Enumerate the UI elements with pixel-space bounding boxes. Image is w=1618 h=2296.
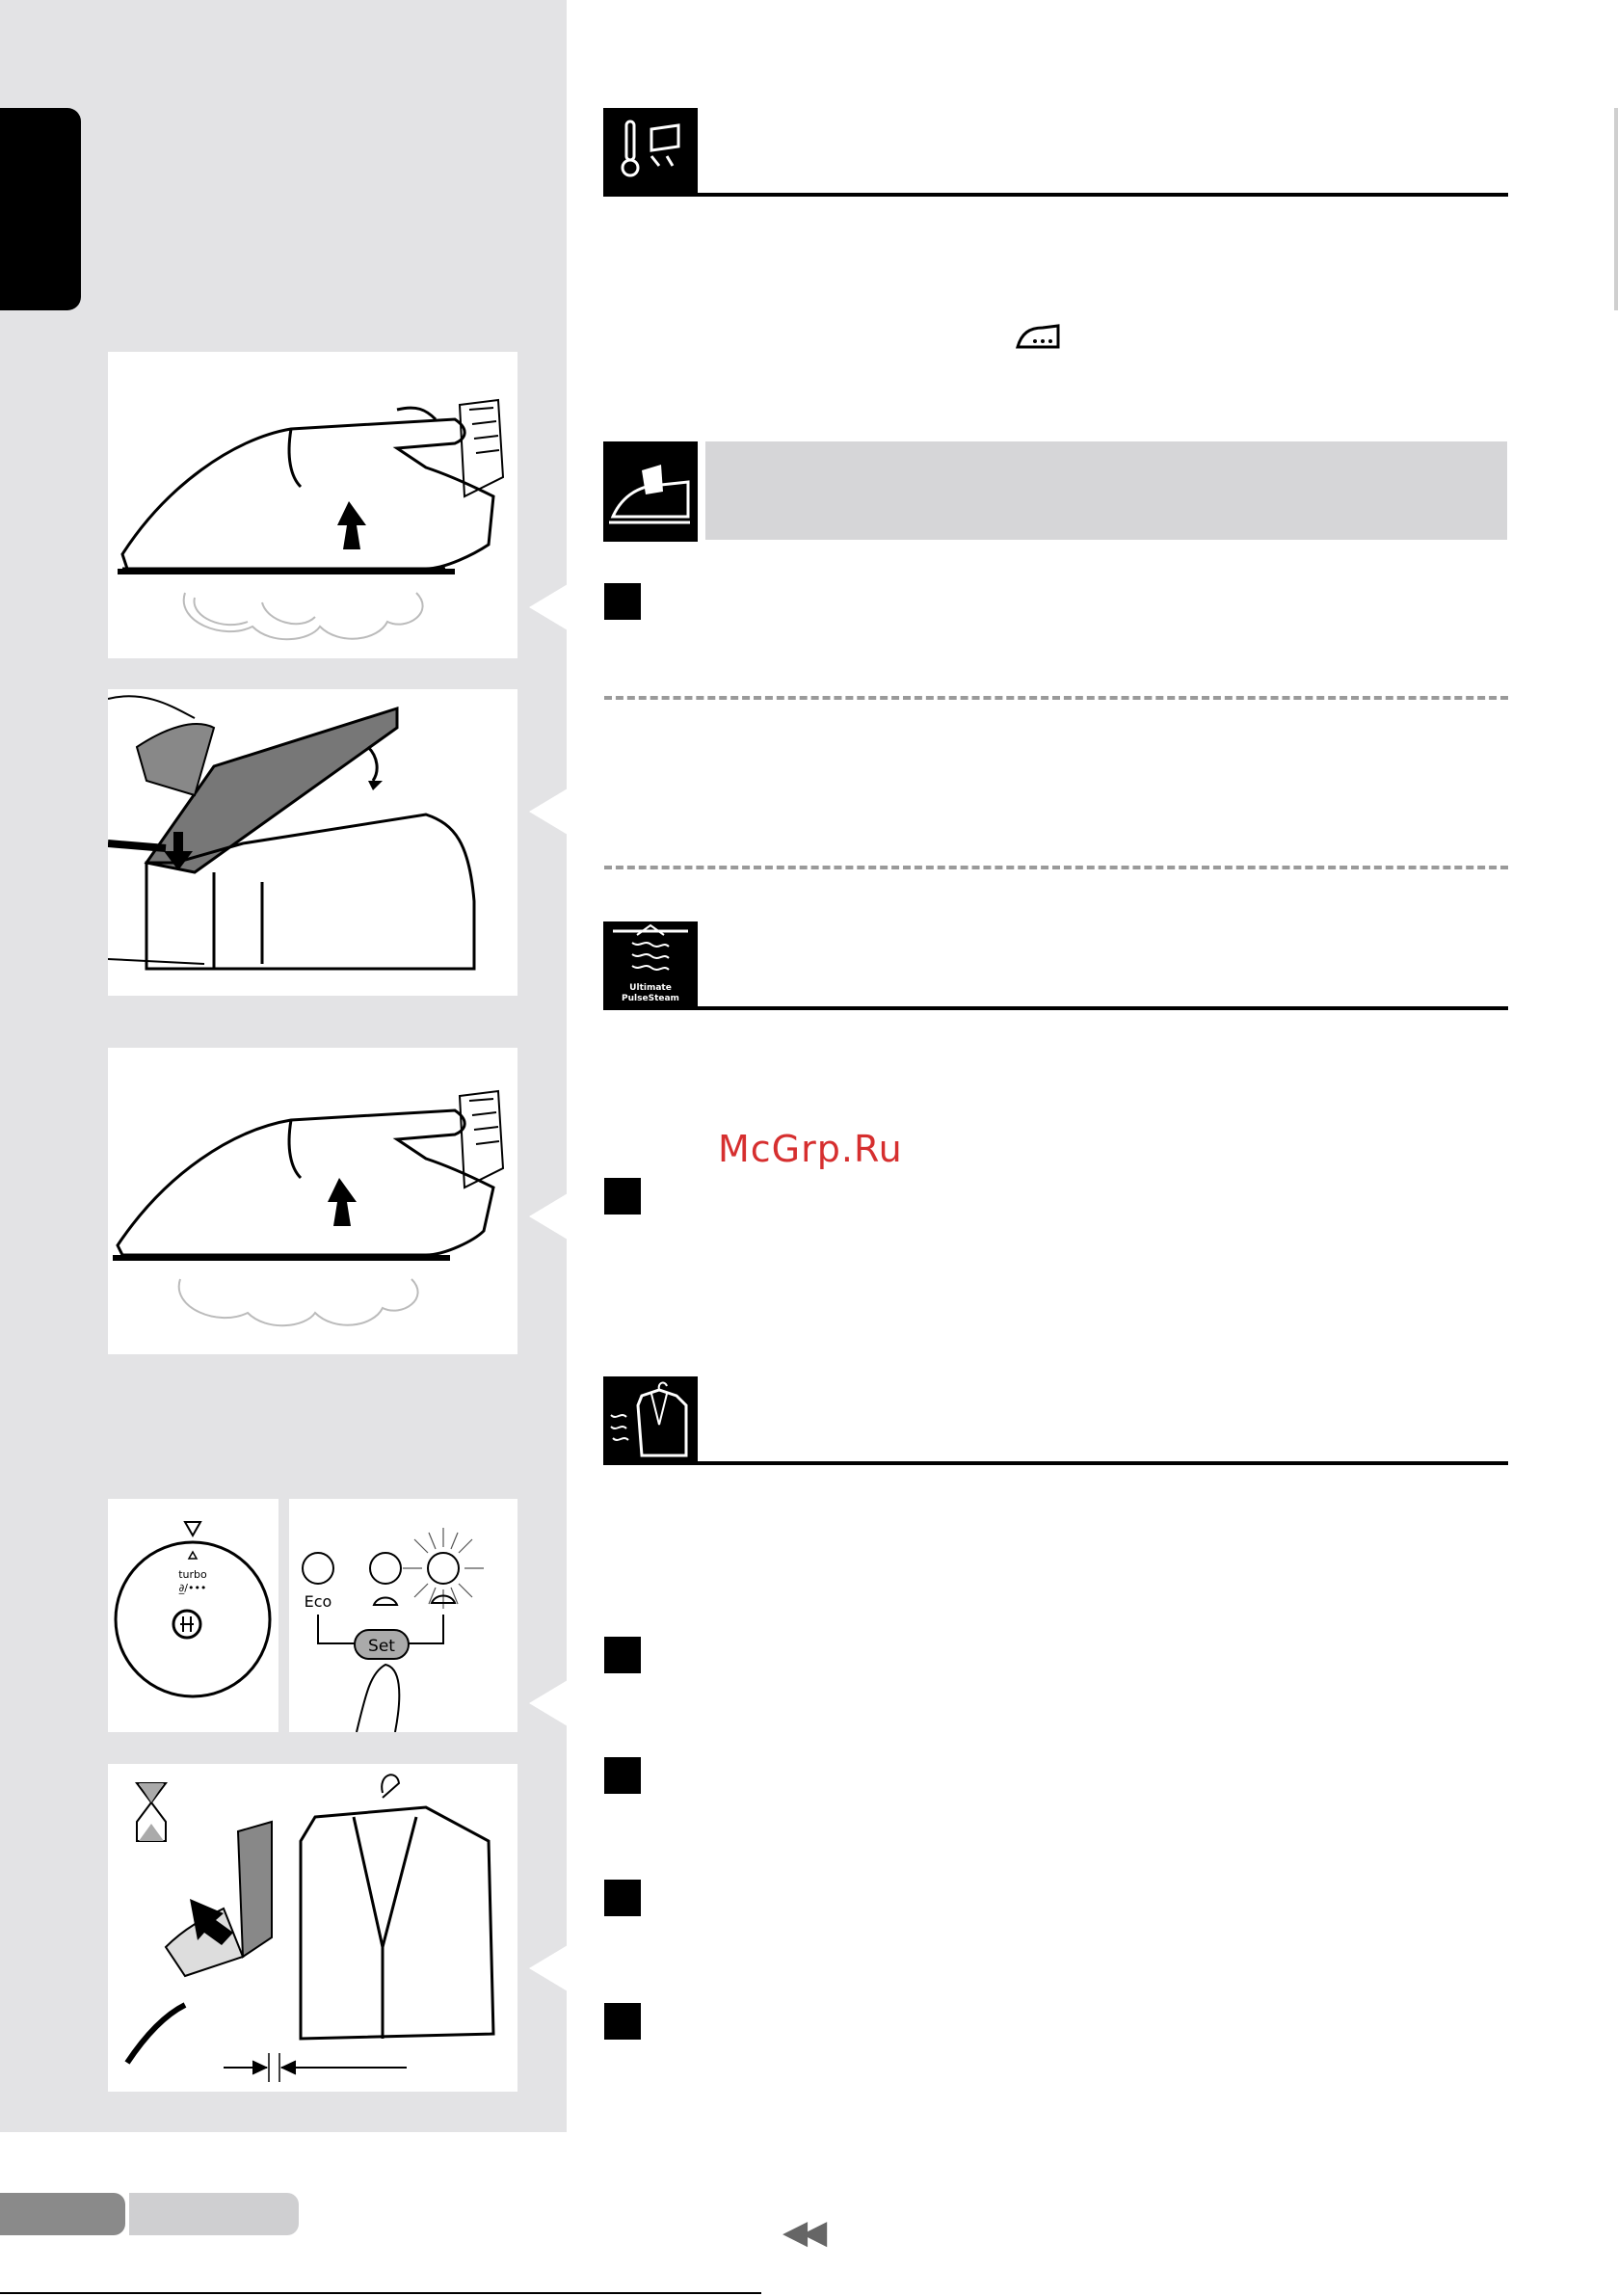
language-tab [0, 108, 81, 310]
edge-mark [1614, 108, 1618, 310]
back-arrows-icon[interactable]: ◀◀ [782, 2213, 822, 2252]
watermark: McGrp.Ru [718, 1128, 903, 1170]
step-marker [604, 1757, 641, 1794]
panel-pointer [529, 788, 568, 835]
temperature-steam-icon [603, 108, 698, 195]
dashed-divider [604, 696, 1508, 700]
step-marker [604, 1880, 641, 1916]
step-marker [604, 2003, 641, 2040]
step-marker [604, 1178, 641, 1215]
panel-pointer [529, 1680, 568, 1726]
knob-label-turbo: turbo [178, 1568, 207, 1581]
manual-steam-icon [603, 441, 698, 542]
figure-control-knob [108, 1499, 279, 1732]
panel-pointer [529, 1945, 568, 1991]
section-rule [603, 193, 1508, 197]
section-rule [603, 1461, 1508, 1465]
eco-label: Eco [304, 1592, 332, 1611]
vertical-steam-icon [603, 1376, 698, 1463]
pulse-caption-1: Ultimate [629, 983, 672, 993]
knob-label-steam: ∂̲/••• [178, 1582, 207, 1594]
figure-iron-base-station [108, 689, 517, 996]
section-header-bar [705, 441, 1507, 540]
step-marker [604, 583, 641, 620]
pulse-steam-icon [603, 921, 698, 1008]
figure-vertical-steam-jacket [108, 1764, 517, 2092]
panel-pointer [529, 584, 568, 630]
pulse-caption-2: PulseSteam [622, 994, 679, 1003]
figure-iron-pulse-steam [108, 1048, 517, 1354]
iron-dots-icon [1014, 322, 1062, 351]
section-rule [603, 1006, 1508, 1010]
figure-mode-selector [289, 1499, 517, 1732]
dashed-divider [604, 866, 1508, 869]
page-tab-active[interactable] [0, 2193, 125, 2235]
footer-rule [0, 2292, 761, 2294]
panel-pointer [529, 1193, 568, 1240]
set-label: Set [368, 1637, 395, 1656]
page-tab[interactable] [129, 2193, 299, 2235]
step-marker [604, 1637, 641, 1673]
figure-iron-steam-shot [108, 352, 517, 658]
